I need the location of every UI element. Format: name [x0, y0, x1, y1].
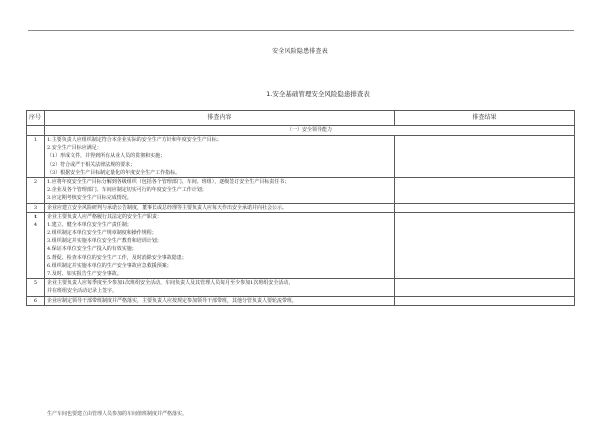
content-line: 3.组织制定并实施本单位安全生产教育和培训计划； — [47, 238, 162, 245]
inspection-table — [26, 110, 575, 306]
row-content-cell — [45, 212, 395, 279]
content-line: 企业主要负责人应严格履行其法定的安全生产职责： — [47, 213, 163, 220]
content-line: 4.保证本单位安全生产投入的有效实施； — [47, 246, 137, 253]
row-seq-number: 3 — [33, 204, 38, 211]
content-line: 2.组织制定本单位安全生产规章制度和操作规程； — [47, 230, 157, 237]
document-header: 安全风险隐患排查表 — [272, 48, 328, 55]
row-content-cell — [45, 177, 395, 203]
row-content-cell — [45, 279, 395, 296]
row-seq-number: 2 — [33, 178, 38, 185]
row-seq-cell — [27, 203, 45, 212]
row-seq-cell — [27, 212, 45, 279]
section-row — [27, 126, 575, 136]
content-line: 1.应将年度安全生产目标分解到各级组织（包括各个管理部门、车间、班组），逐级签订安全生产目标责任书； — [47, 178, 290, 185]
column-header-content: 排查内容 — [45, 111, 395, 126]
row-seq-number: 6 — [33, 297, 38, 304]
table-row — [27, 177, 575, 203]
row-content-cell — [45, 296, 395, 305]
row-seq-number: 4 — [33, 221, 38, 228]
content-line: （2）符合或严于相关法律法规的要求； — [47, 161, 136, 168]
table-header-row — [27, 111, 575, 126]
row-seq-cell — [27, 279, 45, 296]
content-line: 3.应定期考核安全生产目标完成情况。 — [47, 195, 132, 202]
row-content-cell — [45, 136, 395, 178]
table-row — [27, 136, 575, 178]
table-title: 1.安全基础管理安全风险隐患排查表 — [266, 90, 370, 98]
row-seq-cell — [27, 136, 45, 178]
content-line: 企业应制定领导干部带班制度并严格落实，主要负责人应按规定参加领导干部带班，其他分管负责人要轮流带班， — [47, 297, 298, 304]
content-line: 2.安全生产目标应满足： — [47, 145, 102, 152]
section-heading: （一）安全领导能力 — [45, 126, 575, 136]
section-seq-cell — [27, 126, 45, 136]
row-result-cell — [395, 296, 575, 305]
content-line: 5.督促、检查本单位的安全生产工作，及时消除安全事故隐患； — [47, 254, 187, 261]
row-result-cell — [395, 177, 575, 203]
row-result-cell — [395, 279, 575, 296]
table-row — [27, 279, 575, 296]
row-result-cell — [395, 203, 575, 212]
content-line: 企业主要负责人应每季度至少参加1次班组安全活动，车间负责人及其管理人员每月至少参加1次班组安全活动， — [47, 280, 294, 287]
column-header-result: 排查结果 — [395, 111, 575, 126]
row-result-cell — [395, 136, 575, 178]
row-seq-number: 5 — [33, 280, 38, 287]
content-line: 6.组织制定并实施本单位的生产安全事故应急救援预案； — [47, 262, 172, 269]
content-line: 1.主要负责人应组织制定符合本企业实际的安全生产方针和年度安全生产目标； — [47, 137, 222, 143]
row-seq-number: 1 — [33, 137, 38, 143]
content-line: 并在班组安全活动记录上签字。 — [47, 288, 118, 295]
table-row — [27, 296, 575, 305]
content-line: 1.建立、健全本单位安全生产责任制； — [47, 221, 132, 228]
content-line: 2.企业及各个管理部门、车间应制定切实可行的年度安全生产工作计划； — [47, 187, 207, 194]
table-row — [27, 203, 575, 212]
table-row — [27, 212, 575, 279]
row-mark: t — [34, 213, 37, 220]
continued-text: 生产车间也要建立由管理人员参加的车间值班制度并严格落实。 — [47, 411, 188, 417]
row-result-cell — [395, 212, 575, 279]
table-body — [27, 126, 575, 306]
row-seq-cell — [27, 177, 45, 203]
content-line: 企业应建立安全风险研判与承诺公告制度，董事长或总经理等主要负责人应每天作出安全承诺并向社会公示。 — [47, 204, 288, 211]
content-line: 7.及时、如实报告生产安全事故。 — [47, 271, 122, 278]
column-header-seq: 序号 — [27, 111, 45, 126]
row-seq-cell — [27, 296, 45, 305]
content-line: （3）根据安全生产目标制定量化的年度安全生产工作指标。 — [47, 169, 181, 176]
top-divider — [28, 30, 574, 31]
row-content-cell — [45, 203, 395, 212]
content-line: （1）形成文件，并得到所有从业人员的贯彻和实施； — [47, 153, 166, 160]
